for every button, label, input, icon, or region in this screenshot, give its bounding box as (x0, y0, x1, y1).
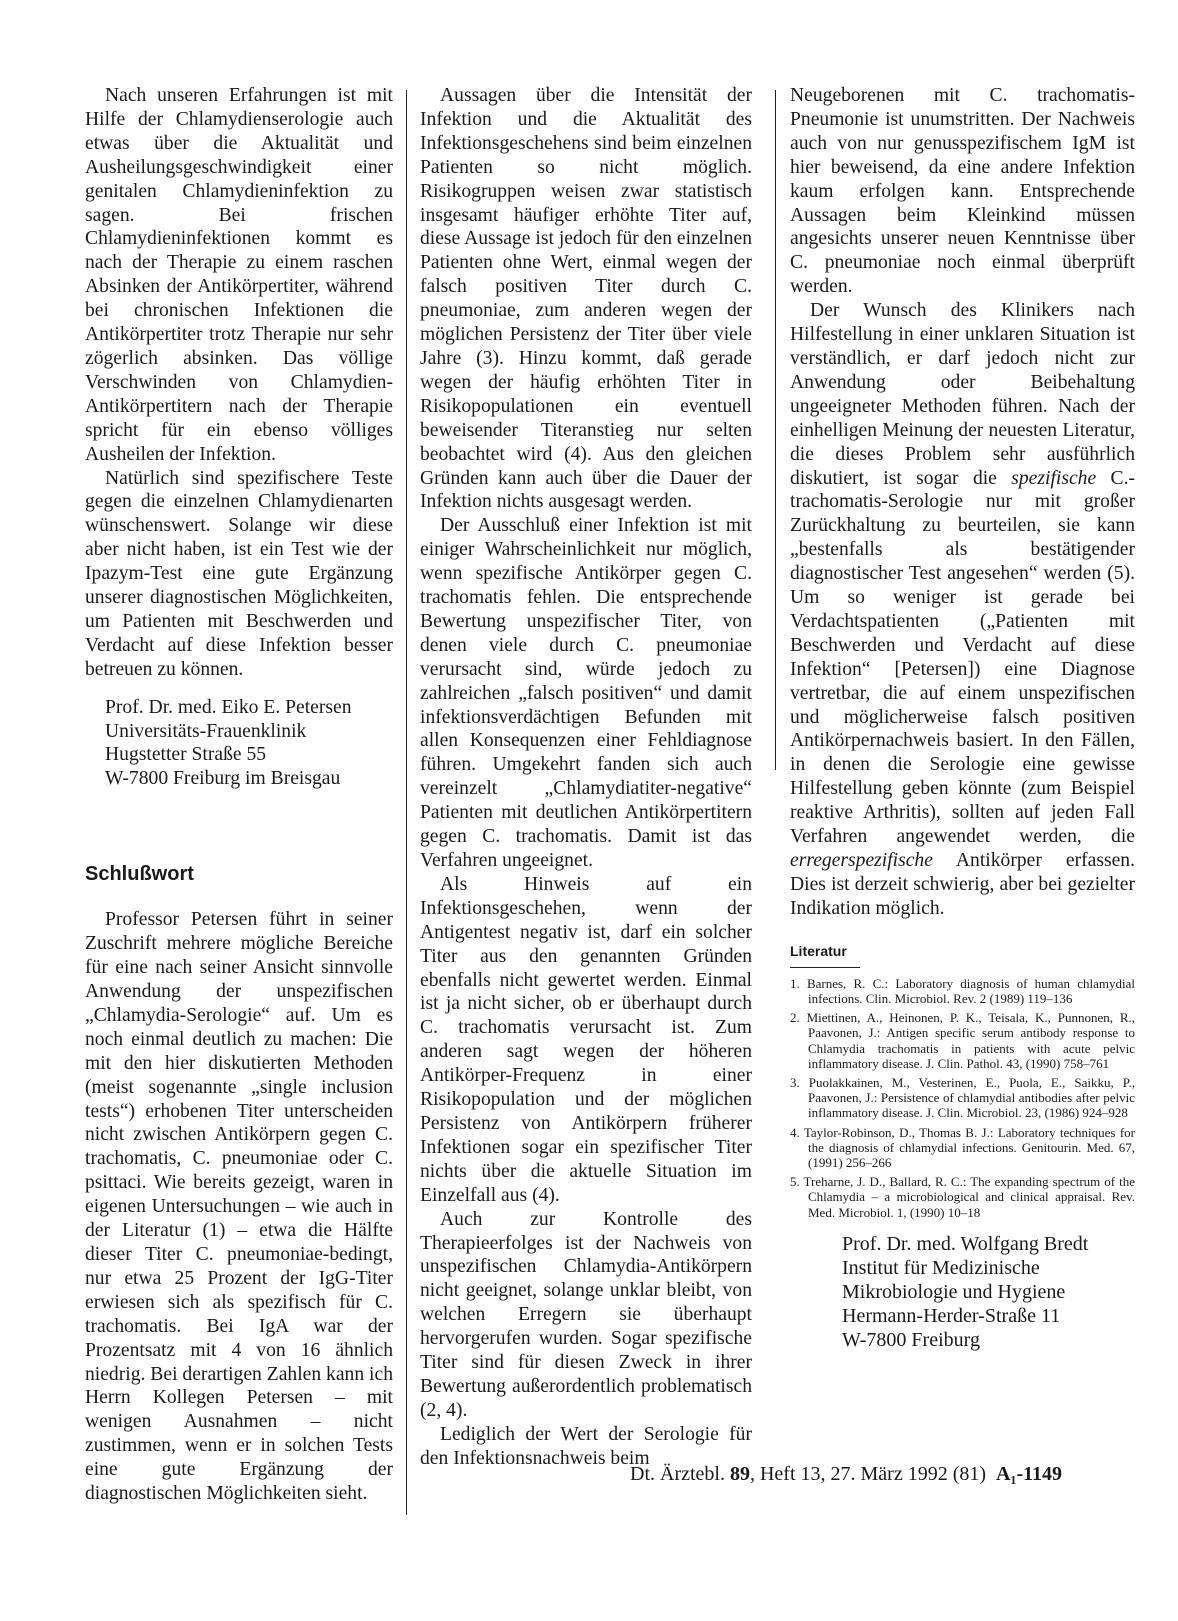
author-address (790, 1232, 1135, 1352)
text-run: Der Wunsch des Klinikers nach Hilfestellung in einer unklaren Situation ist verständlich, er darf jedoch nicht zur Anwendung oder Beibehaltung ungeeigneter Methoden führen. Nach der einhelligen Meinung der neuesten Literatur, die dieses Problem sehr ausführlich diskutiert, ist sogar die (790, 300, 1135, 489)
paragraph: Neugeborenen mit C. trachomatis-Pneumonie ist unumstritten. Der Nachweis auch von nur genusspezifischem IgM ist hier beweisend, da eine andere Infektion kaum erfolgen kann. Entsprechende Aussagen beim Kleinkind müssen angesichts unserer neuen Kenntnisse über C. pneumoniae noch einmal überprüft werden. (790, 85, 1135, 298)
literature-heading: Literatur (790, 942, 847, 959)
address-line: W-7800 Freiburg im Breisgau (105, 768, 341, 790)
volume-number: 89 (729, 1463, 750, 1485)
text-run: C.-trachomatis-Serologie nur mit großer Zurückhaltung zu beurteilen, sie kann „bestenfalls als bestätigender diagnostischer Test angesehen“ werden (5). Um so weniger ist gerade bei Verdachtspatienten („Patienten mit Beschwerden und Verdacht auf diese Infektion“ [Petersen]) eine Diagnose vertretbar, die auf einem unspezifischen und möglicherweise falsch positiven Antikörpernachweis basiert. In den Fällen, in denen die Serologie eine gewisse Hilfestellung geben könnte (zum Beispiel reaktive Arthritis), sollten auf jeden Fall Verfahren angewendet werden, die (790, 467, 1135, 848)
section-heading: Schlußwort (85, 863, 194, 886)
paragraph: Der Ausschluß einer Infektion ist mit einiger Wahrscheinlichkeit nur möglich, wenn spezifische Antikörper gegen C. trachomatis fehlen. Die entsprechende Bewertung unspezifischer Titer, von denen viele durch C. pneumoniae verursacht sind, würde jedoch zu zahlreichen „falsch positiven“ und damit infektionsverdächtigen Befunden mit allen Konsequenzen einer Fehldiagnose führen. Umgekehrt fanden sich auch vereinzelt „Chlamydiatiter-negative“ Patienten mit deutlichen Antikörpertitern gegen C. trachomatis. Damit ist das Verfahren ungeeignet. (420, 515, 752, 871)
paragraph: Lediglich der Wert der Serologie für den Infektionsnachweis beim (420, 1423, 752, 1469)
reference-item: 1. Barnes, R. C.: Laboratory diagnosis of human chlamydial infections. Clin. Microbiol. Rev. 2 (1989) 119–136 (790, 975, 1135, 1006)
column-divider (406, 90, 407, 1515)
address-line: Hermann-Herder-Straße 11 (842, 1304, 1061, 1327)
author-address (85, 696, 393, 792)
column-3 (790, 84, 1135, 1352)
address-line: W-7800 Freiburg (842, 1328, 980, 1351)
page-footer (630, 1463, 1150, 1486)
column-1 (85, 84, 393, 1506)
address-line: Mikrobiologie und Hygiene (842, 1280, 1066, 1303)
paragraph: Professor Petersen führt in seiner Zuschrift mehrere mögliche Bereiche für eine nach seiner Ansicht sinnvolle Anwendung der unspezifischen „Chlamydia-Serologie“ auf. Um es noch einmal deutlich zu machen: Die mit den hier diskutierten Methoden (meist sogenannte „single inclusion tests“) erhobenen Titer unterscheiden nicht zwischen Antikörpern gegen C. trachomatis, C. pneumoniae oder C. psittaci. Wie bereits gezeigt, waren in eigenen Untersuchungen – wie auch in der Literatur (1) – etwa die Hälfte dieser Titer C. pneumoniae-bedingt, nur etwa 25 Prozent der IgG-Titer erwiesen sich als spezifisch für C. trachomatis. Bei IgA war der Prozentsatz mit 4 von 16 ähnlich niedrig. Bei derartigen Zahlen kann ich Herrn Kollegen Petersen – mit wenigen Ausnahmen – nicht zustimmen, wenn er in solchen Tests eine gute Ergänzung der diagnostischen Möglichkeiten sieht. (85, 909, 393, 1505)
paragraph: Aussagen über die Intensität der Infektion und die Aktualität des Infektionsgeschehens sind beim einzelnen Patienten so nicht möglich. Risikogruppen weisen zwar statistisch insgesamt häufiger erhöhte Titer auf, diese Aussage ist jedoch für den einzelnen Patienten ohne Wert, einmal wegen der falsch positiven Titer durch C. pneumoniae, zum anderen wegen der möglichen Persistenz der Titer über viele Jahre (3). Hinzu kommt, daß gerade wegen der häufig erhöhten Titer in Risikopopulationen ein eventuell beweisender Titeranstieg nur selten beobachtet wird (4). Aus den gleichen Gründen kann auch über die Dauer der Infektion nichts ausgesagt werden. (420, 85, 752, 513)
issue-info: , Heft 13, 27. März 1992 (81) (749, 1463, 987, 1485)
paragraph: Als Hinweis auf ein Infektionsgeschehen, wenn der Antigentest negativ ist, darf ein solcher Titer aus den genannten Gründen ebenfalls nicht gewertet werden. Einmal ist ja nicht sicher, ob er überhaupt durch C. trachomatis verursacht ist. Zum anderen sagt wegen der höheren Antikörper-Frequenz in einer Risikopopulation und der möglichen Persistenz von Antikörpern früherer Infektionen sogar ein spezifischer Titer nichts über die aktuelle Situation im Einzelfall aus (4). (420, 873, 752, 1206)
paragraph: Auch zur Kontrolle des Therapieerfolges ist der Nachweis von unspezifischen Chlamydia-Antikörpern nicht geeignet, solange unklar bleibt, von welchen Erregern sie überhaupt hervorgerufen wurden. Sogar spezifische Titer sind für diesen Zweck in ihrer Bewertung außerordentlich problematisch (2, 4). (420, 1208, 752, 1421)
literature-rule (790, 967, 860, 968)
emphasis: spezifische (1011, 467, 1097, 489)
reference-item: 3. Puolakkainen, M., Vesterinen, E., Puola, E., Saikku, P., Paavonen, J.: Persistence of chlamydial antibodies after pelvic inflammatory disease. J. Clin. Microbiol. 23, (1986) 924–928 (790, 1074, 1135, 1121)
paragraph: Nach unseren Erfahrungen ist mit Hilfe der Chlamydienserologie auch etwas über die Aktualität und Ausheilungsgeschwindigkeit einer genitalen Chlamydieninfektion zu sagen. Bei frischen Chlamydieninfektionen kommt es nach der Therapie zu einem raschen Absinken der Antikörpertiter, während bei chronischen Infektionen die Antikörpertiter trotz Therapie nur sehr zögerlich absinken. Das völlige Verschwinden von Chlamydien-Antikörpertitern nach der Therapie spricht für ein ebenso völliges Ausheilen der Infektion. (85, 85, 393, 465)
column-divider (775, 90, 776, 770)
paragraph: Natürlich sind spezifischere Teste gegen die einzelnen Chlamydienarten wünschenswert. Solange wir diese aber nicht haben, ist ein Test wie der Ipazym-Test eine gute Ergänzung unserer diagnostischen Möglichkeiten, um Patienten mit Beschwerden und Verdacht auf diese Infektion besser betreuen zu können. (85, 467, 393, 680)
reference-item: 2. Miettinen, A., Heinonen, P. K., Teisala, K., Punnonen, R., Paavonen, J.: Antigen specific serum antibody response to Chlamydia trachomatis in patients with acute pelvic inflammatory disease. J. Clin. Pathol. 43, (1990) 758–761 (790, 1010, 1135, 1071)
address-line: Institut für Medizinische (842, 1256, 1040, 1279)
journal-name: Dt. Ärztebl. (630, 1463, 730, 1485)
address-line: Prof. Dr. med. Wolfgang Bredt (842, 1232, 1089, 1255)
page-number: A₁-1149 (996, 1463, 1063, 1485)
reference-item: 4. Taylor-Robinson, D., Thomas B. J.: Laboratory techniques for the diagnosis of chlamydial infections. Genitourin. Med. 67, (1991) 256–266 (790, 1124, 1135, 1170)
reference-item: 5. Treharne, J. D., Ballard, R. C.: The expanding spectrum of the Chlamydia – a microbiological and clinical appraisal. Rev. Med. Microbiol. 1, (1990) 10–18 (790, 1174, 1135, 1220)
paragraph (790, 299, 1135, 921)
address-line: Hugstetter Straße 55 (105, 744, 267, 766)
text-run: Antikörper erfassen. Dies ist derzeit schwierig, aber bei gezielter Indikation möglich. (790, 850, 1135, 919)
address-line: Universitäts-Frauenklinik (105, 720, 307, 742)
column-2 (420, 84, 752, 1471)
address-line: Prof. Dr. med. Eiko E. Petersen (105, 696, 352, 718)
emphasis: erregerspezifische (790, 850, 933, 871)
